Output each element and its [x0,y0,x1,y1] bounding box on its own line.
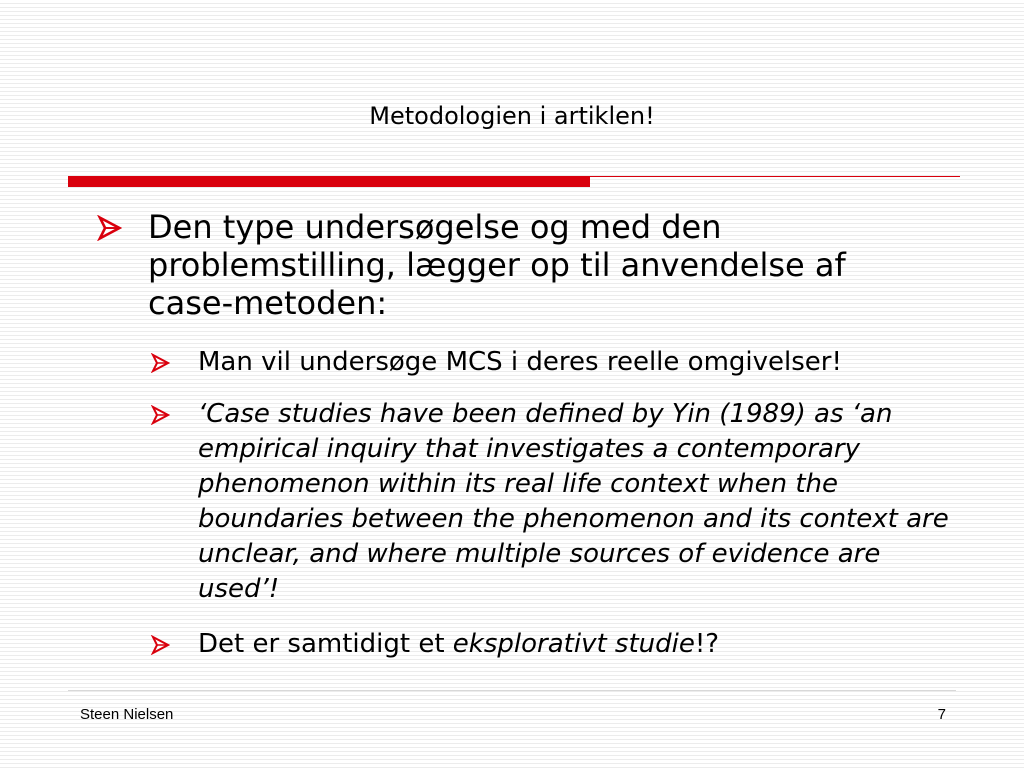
arrow-bullet-icon [150,405,170,425]
slide-title: Metodologien i artiklen! [369,102,655,130]
arrow-bullet-icon [150,353,170,373]
sub-bullet-exploratory-study [198,627,958,662]
sub-bullet-yin-quote: ‘Case studies have been defined by Yin (1989) as ‘an empirical inquiry that investigates a contemporary phenomenon within its real life context when the boundaries between the phenomenon and its context are unclear, and where multiple sources of evidence are used’! [198,399,949,604]
footer-page-number: 7 [937,706,946,723]
footer-author: Steen Nielsen [80,706,174,723]
sub-bullet-text-suffix: !? [694,629,720,659]
sub-bullet-text-prefix: Det er samtidigt et [198,629,453,659]
arrow-bullet-icon [150,635,170,655]
arrow-bullet-icon [96,215,122,241]
sub-bullet-real-environment: Man vil undersøge MCS i deres reelle omgivelser! [198,347,842,377]
footer-divider [68,690,956,691]
bullet-case-method: Den type undersøgelse og med den problemstilling, lægger op til anvendelse af case-metoden: [148,208,846,322]
sub-bullet-text-emphasis: eksplorativt studie [452,629,695,659]
